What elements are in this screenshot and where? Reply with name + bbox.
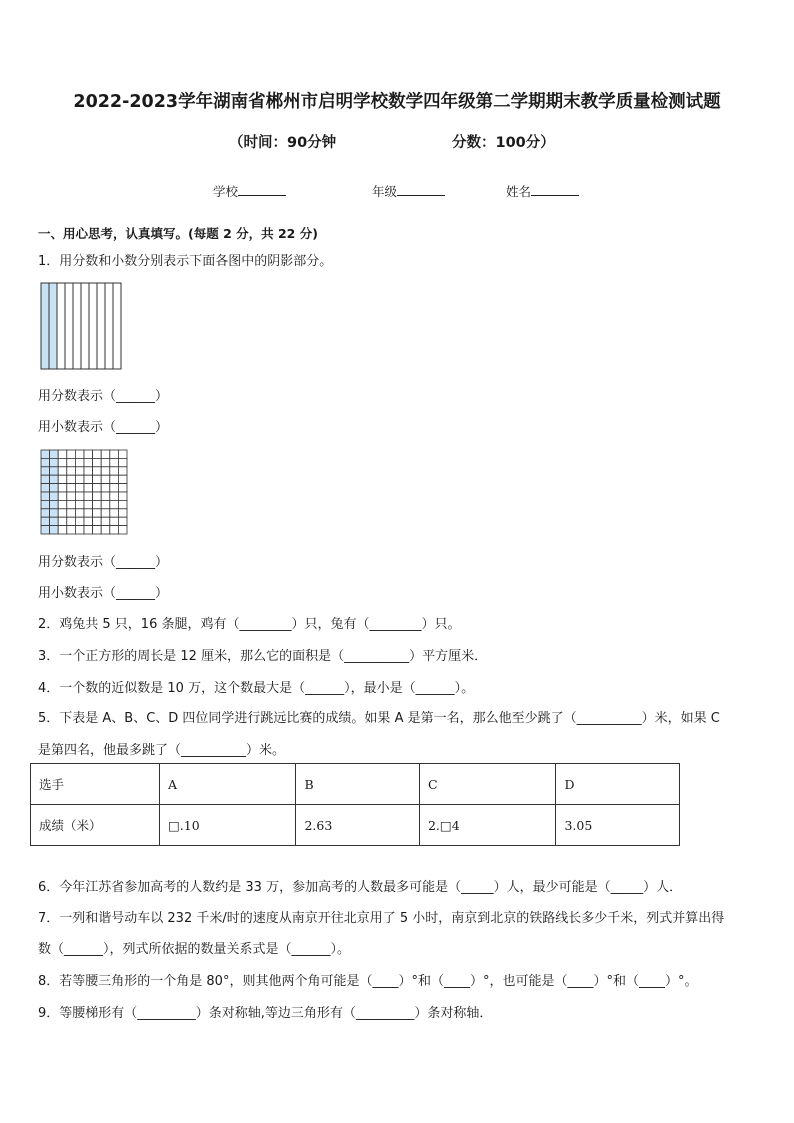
strip bbox=[65, 283, 73, 369]
shaded-cell bbox=[41, 526, 50, 534]
grid-cell bbox=[110, 467, 119, 475]
shaded-cell bbox=[41, 484, 50, 492]
table-header-row bbox=[31, 764, 680, 805]
grid-cell bbox=[75, 484, 84, 492]
question-4: 4．一个数的近似数是 10 万，这个数最大是（______），最小是（______）。 bbox=[38, 681, 475, 696]
question-9: 9．等腰梯形有（_________）条对称轴,等边三角形有（_________）条对称轴． bbox=[38, 1006, 493, 1021]
grid-cell bbox=[101, 517, 110, 525]
grid-cell bbox=[58, 517, 67, 525]
exam-score: 分数：100分） bbox=[452, 135, 555, 151]
grid-cell bbox=[67, 509, 76, 517]
grid-cell bbox=[110, 526, 119, 534]
grid-cell bbox=[84, 492, 93, 500]
grid-cell bbox=[84, 458, 93, 466]
q1-decimal-2: 用小数表示（______） bbox=[38, 586, 169, 601]
grid-cell bbox=[101, 475, 110, 483]
shaded-cell bbox=[50, 517, 59, 525]
table-row bbox=[31, 805, 680, 846]
grid-cell bbox=[75, 509, 84, 517]
grid-cell bbox=[58, 458, 67, 466]
grid-cell bbox=[118, 450, 127, 458]
shaded-cell bbox=[50, 526, 59, 534]
grid-cell bbox=[75, 526, 84, 534]
question-5-line-2: 是第四名，他最多跳了（__________）米。 bbox=[38, 743, 286, 758]
grid-cell bbox=[93, 484, 102, 492]
grid-cell bbox=[93, 500, 102, 508]
figure-strips bbox=[40, 282, 122, 370]
school-blank[interactable] bbox=[238, 183, 286, 196]
strip bbox=[57, 283, 65, 369]
question-5-line-1: 5．下表是 A、B、C、D 四位同学进行跳远比赛的成绩。如果 A 是第一名，那么他至少跳了（__________）米，如果 C bbox=[38, 711, 720, 726]
q1-fraction-1: 用分数表示（______） bbox=[38, 389, 169, 404]
grid-cell bbox=[101, 467, 110, 475]
shaded-strip bbox=[41, 283, 49, 369]
name-field bbox=[506, 182, 579, 200]
grid-cell bbox=[75, 458, 84, 466]
question-1: 1．用分数和小数分别表示下面各图中的阴影部分。 bbox=[38, 254, 333, 269]
grid-cell bbox=[118, 467, 127, 475]
section-heading: 一、用心思考，认真填写。(每题 2 分，共 22 分) bbox=[38, 226, 318, 241]
table-cell: 2.□4 bbox=[419, 805, 555, 846]
shaded-cell bbox=[41, 500, 50, 508]
question-7-line-1: 7．一列和谐号动车以 232 千米/时的速度从南京开往北京用了 5 小时，南京到北京的铁路线长多少千米，列式并算出得 bbox=[38, 911, 725, 926]
grid-cell bbox=[75, 517, 84, 525]
shaded-cell bbox=[41, 467, 50, 475]
results-table bbox=[30, 763, 680, 846]
grid-cell bbox=[93, 517, 102, 525]
grade-label: 年级 bbox=[372, 184, 398, 199]
grid-cell bbox=[84, 500, 93, 508]
grid-cell bbox=[118, 475, 127, 483]
strip bbox=[105, 283, 113, 369]
shaded-cell bbox=[41, 458, 50, 466]
grid-cell bbox=[58, 500, 67, 508]
grid-cell bbox=[84, 467, 93, 475]
q1-decimal-1: 用小数表示（______） bbox=[38, 420, 169, 435]
grid-cell bbox=[58, 467, 67, 475]
grid-cell bbox=[118, 458, 127, 466]
grid-cell bbox=[118, 509, 127, 517]
grid-cell bbox=[58, 509, 67, 517]
grid-cell bbox=[110, 484, 119, 492]
grid-cell bbox=[75, 450, 84, 458]
grid-cell bbox=[93, 475, 102, 483]
strip bbox=[97, 283, 105, 369]
grid-cell bbox=[93, 467, 102, 475]
grid-cell bbox=[110, 500, 119, 508]
grid-cell bbox=[67, 467, 76, 475]
grid-cell bbox=[101, 458, 110, 466]
grid-cell bbox=[101, 509, 110, 517]
grid-cell bbox=[84, 450, 93, 458]
grid-cell bbox=[67, 500, 76, 508]
grid-cell bbox=[67, 458, 76, 466]
table-cell: C bbox=[419, 764, 555, 805]
shaded-cell bbox=[41, 475, 50, 483]
grid-cell bbox=[75, 500, 84, 508]
question-7-line-2: 数（______），列式所依据的数量关系式是（______）。 bbox=[38, 942, 351, 957]
grid-cell bbox=[67, 475, 76, 483]
grid-cell bbox=[118, 517, 127, 525]
shaded-cell bbox=[41, 509, 50, 517]
grid-cell bbox=[58, 450, 67, 458]
grid-cell bbox=[58, 475, 67, 483]
grid-cell bbox=[58, 484, 67, 492]
grid-cell bbox=[84, 484, 93, 492]
grid-cell bbox=[84, 509, 93, 517]
shaded-strip bbox=[49, 283, 57, 369]
shaded-cell bbox=[41, 492, 50, 500]
question-8: 8．若等腰三角形的一个角是 80°，则其他两个角可能是（____）°和（____）°，也可能是（____）°和（____）°。 bbox=[38, 974, 698, 989]
grid-cell bbox=[101, 492, 110, 500]
strip bbox=[113, 283, 121, 369]
grid-cell bbox=[118, 500, 127, 508]
table-cell: 成绩（米） bbox=[31, 805, 160, 846]
grid-cell bbox=[110, 492, 119, 500]
question-3: 3．一个正方形的周长是 12 厘米，那么它的面积是（__________）平方厘米． bbox=[38, 649, 488, 664]
table-cell: 3.05 bbox=[556, 805, 680, 846]
exam-time: （时间：90分钟 bbox=[229, 135, 337, 151]
table-cell: D bbox=[556, 764, 680, 805]
grid-cell bbox=[118, 526, 127, 534]
grid-cell bbox=[110, 475, 119, 483]
grid-cell bbox=[101, 450, 110, 458]
grid-cell bbox=[101, 484, 110, 492]
shaded-cell bbox=[50, 467, 59, 475]
shaded-cell bbox=[50, 500, 59, 508]
question-2: 2．鸡兔共 5 只，16 条腿，鸡有（________）只，兔有（________）只。 bbox=[38, 617, 461, 632]
grid-cell bbox=[93, 458, 102, 466]
page-title: 2022-2023学年湖南省郴州市启明学校数学四年级第二学期期末教学质量检测试题 bbox=[73, 92, 721, 112]
school-field bbox=[213, 182, 286, 200]
shaded-cell bbox=[50, 450, 59, 458]
table-cell: 选手 bbox=[31, 764, 160, 805]
school-label: 学校 bbox=[213, 184, 239, 199]
shaded-cell bbox=[50, 492, 59, 500]
q1-fraction-2: 用分数表示（______） bbox=[38, 555, 169, 570]
grid-cell bbox=[84, 526, 93, 534]
name-label: 姓名 bbox=[506, 184, 532, 199]
grid-cell bbox=[110, 450, 119, 458]
figure-grid bbox=[40, 449, 128, 535]
table-cell: 2.63 bbox=[296, 805, 420, 846]
grid-cell bbox=[93, 509, 102, 517]
strip bbox=[89, 283, 97, 369]
table-cell: A bbox=[160, 764, 296, 805]
shaded-cell bbox=[50, 484, 59, 492]
grid-cell bbox=[118, 492, 127, 500]
grid-cell bbox=[93, 450, 102, 458]
grid-cell bbox=[75, 492, 84, 500]
grid-cell bbox=[67, 526, 76, 534]
shaded-cell bbox=[50, 458, 59, 466]
grid-cell bbox=[67, 517, 76, 525]
grid-cell bbox=[67, 484, 76, 492]
grade-blank[interactable] bbox=[397, 183, 445, 196]
grid-cell bbox=[118, 484, 127, 492]
grid-cell bbox=[67, 450, 76, 458]
grid-cell bbox=[101, 500, 110, 508]
grid-cell bbox=[84, 475, 93, 483]
grid-cell bbox=[75, 475, 84, 483]
grid-cell bbox=[58, 526, 67, 534]
grid-cell bbox=[110, 458, 119, 466]
grid-cell bbox=[93, 492, 102, 500]
grid-cell bbox=[110, 509, 119, 517]
grid-cell bbox=[101, 526, 110, 534]
strip bbox=[81, 283, 89, 369]
grid-cell bbox=[93, 526, 102, 534]
shaded-cell bbox=[50, 475, 59, 483]
grid-cell bbox=[58, 492, 67, 500]
shaded-cell bbox=[41, 517, 50, 525]
question-6: 6．今年江苏省参加高考的人数约是 33 万，参加高考的人数最多可能是（_____）人，最少可能是（_____）人． bbox=[38, 880, 683, 895]
shaded-cell bbox=[41, 450, 50, 458]
table-cell: B bbox=[296, 764, 420, 805]
shaded-cell bbox=[50, 509, 59, 517]
strip bbox=[73, 283, 81, 369]
name-blank[interactable] bbox=[531, 183, 579, 196]
grid-cell bbox=[84, 517, 93, 525]
grade-field bbox=[372, 182, 445, 200]
grid-cell bbox=[110, 517, 119, 525]
grid-cell bbox=[75, 467, 84, 475]
grid-cell bbox=[67, 492, 76, 500]
table-cell: □.10 bbox=[160, 805, 296, 846]
